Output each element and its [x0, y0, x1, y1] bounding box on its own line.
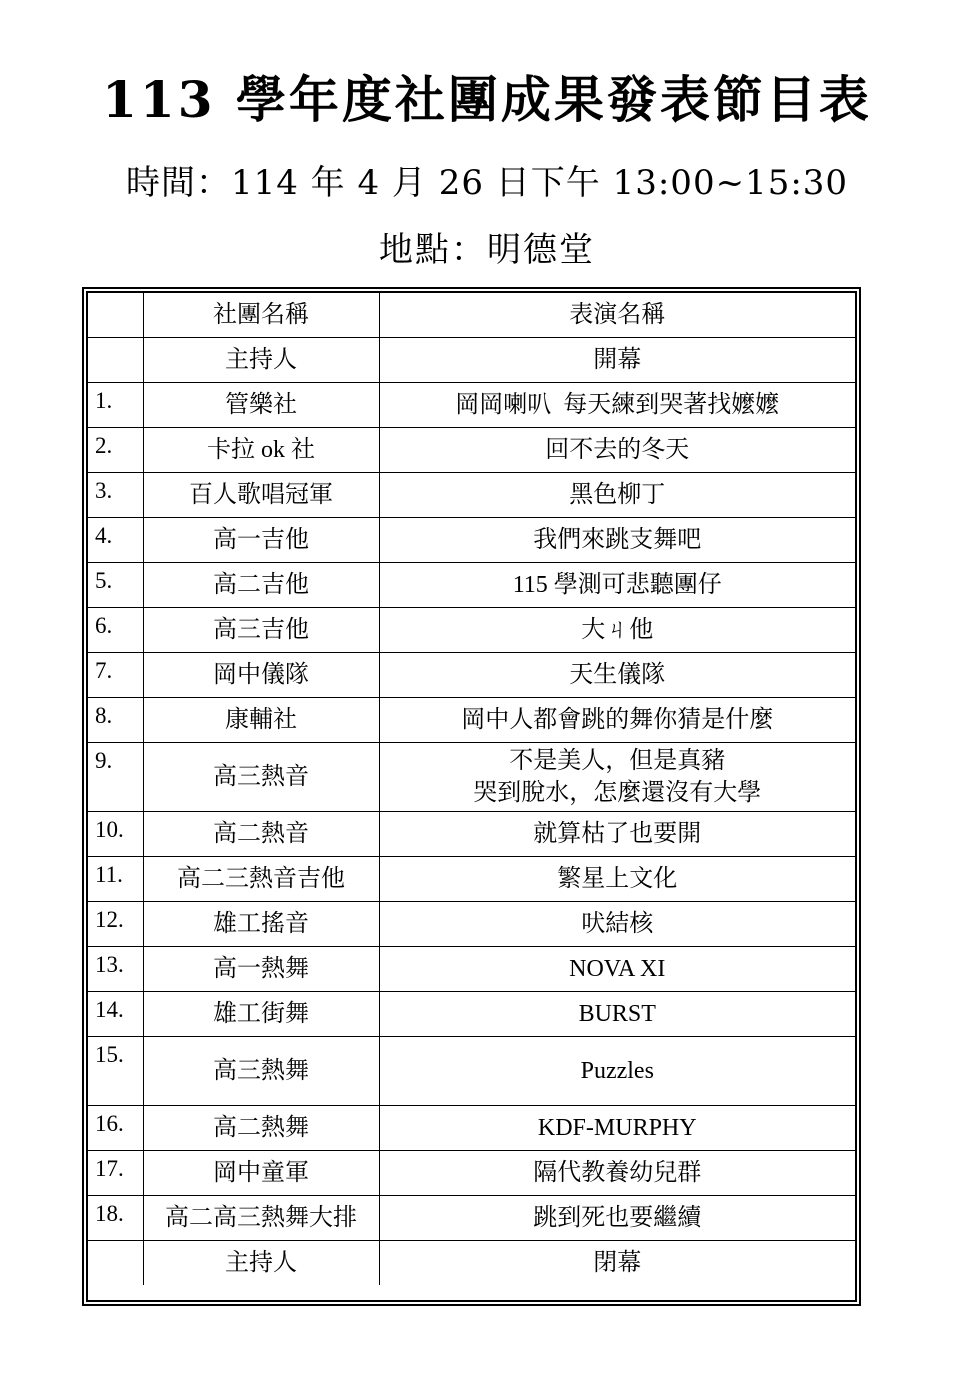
- performance-name: Puzzles: [379, 1037, 855, 1106]
- club-name: 卡拉 ok 社: [143, 428, 379, 473]
- performance-name: BURST: [379, 992, 855, 1037]
- header-number-cell: [88, 293, 143, 338]
- performance-name: 岡中人都會跳的舞你猜是什麼: [379, 698, 855, 743]
- row-number: 4.: [88, 518, 143, 563]
- club-name: 高一吉他: [143, 518, 379, 563]
- club-name: 雄工搖音: [143, 902, 379, 947]
- header-club-name: 社團名稱: [143, 293, 379, 338]
- club-name: 管樂社: [143, 383, 379, 428]
- club-name: 高二吉他: [143, 563, 379, 608]
- row-number: 10.: [88, 812, 143, 857]
- event-time: 時間：114 年 4 月 26 日下午 13:00~15:30: [125, 163, 849, 203]
- performance-name: NOVA XI: [379, 947, 855, 992]
- opening-row: [88, 338, 855, 383]
- table-row: [88, 743, 855, 812]
- performance-name: 回不去的冬天: [379, 428, 855, 473]
- table-row: [88, 563, 855, 608]
- closing-host: 主持人: [143, 1241, 379, 1286]
- page-title: 113 學年度社團成果發表節目表: [102, 70, 872, 129]
- table-row: [88, 902, 855, 947]
- row-number: 3.: [88, 473, 143, 518]
- table-row: [88, 653, 855, 698]
- performance-name: 跳到死也要繼續: [379, 1196, 855, 1241]
- program-table: [88, 293, 855, 1285]
- table-row: [88, 518, 855, 563]
- opening-host: 主持人: [143, 338, 379, 383]
- performance-name: 隔代教養幼兒群: [379, 1151, 855, 1196]
- performance-name: 115 學測可悲聽團仔: [379, 563, 855, 608]
- table-row: [88, 698, 855, 743]
- opening-number-cell: [88, 338, 143, 383]
- row-number: 8.: [88, 698, 143, 743]
- club-name: 岡中儀隊: [143, 653, 379, 698]
- performance-name: 我們來跳支舞吧: [379, 518, 855, 563]
- table-row: [88, 992, 855, 1037]
- performance-name: 吠結核: [379, 902, 855, 947]
- table-row: [88, 1106, 855, 1151]
- club-name: 高二熱音: [143, 812, 379, 857]
- performance-name: 岡岡喇叭 每天練到哭著找嬤嬤: [379, 383, 855, 428]
- club-name: 高三熱音: [143, 743, 379, 812]
- table-row: [88, 428, 855, 473]
- club-name: 康輔社: [143, 698, 379, 743]
- performance-line: 哭到脫水，怎麼還沒有大學: [473, 780, 762, 806]
- row-number: 12.: [88, 902, 143, 947]
- event-venue: 地點：明德堂: [379, 230, 595, 270]
- row-number: 11.: [88, 857, 143, 902]
- club-name: 高三熱舞: [143, 1037, 379, 1106]
- club-name: 雄工街舞: [143, 992, 379, 1037]
- table-row: [88, 1196, 855, 1241]
- row-number: 7.: [88, 653, 143, 698]
- table-row: [88, 1037, 855, 1106]
- table-row: [88, 473, 855, 518]
- table-row: [88, 857, 855, 902]
- club-name: 百人歌唱冠軍: [143, 473, 379, 518]
- closing-performance: 閉幕: [379, 1241, 855, 1286]
- club-name: 高一熱舞: [143, 947, 379, 992]
- club-name: 高二高三熱舞大排: [143, 1196, 379, 1241]
- row-number: 9.: [88, 743, 143, 812]
- performance-name: 就算枯了也要開: [379, 812, 855, 857]
- row-number: 6.: [88, 608, 143, 653]
- performance-name: 天生儀隊: [379, 653, 855, 698]
- row-number: 13.: [88, 947, 143, 992]
- row-number: 17.: [88, 1151, 143, 1196]
- club-name: 高三吉他: [143, 608, 379, 653]
- table-row: [88, 608, 855, 653]
- performance-line: 不是美人，但是真豬: [509, 748, 726, 774]
- performance-name: 大ㄐ他: [379, 608, 855, 653]
- club-name: 高二熱舞: [143, 1106, 379, 1151]
- performance-name: [379, 743, 855, 812]
- opening-performance: 開幕: [379, 338, 855, 383]
- program-table-frame: [82, 287, 861, 1306]
- club-name: 岡中童軍: [143, 1151, 379, 1196]
- row-number: 5.: [88, 563, 143, 608]
- row-number: 2.: [88, 428, 143, 473]
- row-number: 16.: [88, 1106, 143, 1151]
- table-header-row: [88, 293, 855, 338]
- row-number: 18.: [88, 1196, 143, 1241]
- header-performance-name: 表演名稱: [379, 293, 855, 338]
- row-number: 14.: [88, 992, 143, 1037]
- closing-row: [88, 1241, 855, 1286]
- table-row: [88, 383, 855, 428]
- row-number: 15.: [88, 1037, 143, 1106]
- performance-name: 繁星上文化: [379, 857, 855, 902]
- performance-name: KDF-MURPHY: [379, 1106, 855, 1151]
- table-row: [88, 812, 855, 857]
- performance-name: 黑色柳丁: [379, 473, 855, 518]
- table-row: [88, 947, 855, 992]
- table-row: [88, 1151, 855, 1196]
- club-name: 高二三熱音吉他: [143, 857, 379, 902]
- closing-number-cell: [88, 1241, 143, 1286]
- row-number: 1.: [88, 383, 143, 428]
